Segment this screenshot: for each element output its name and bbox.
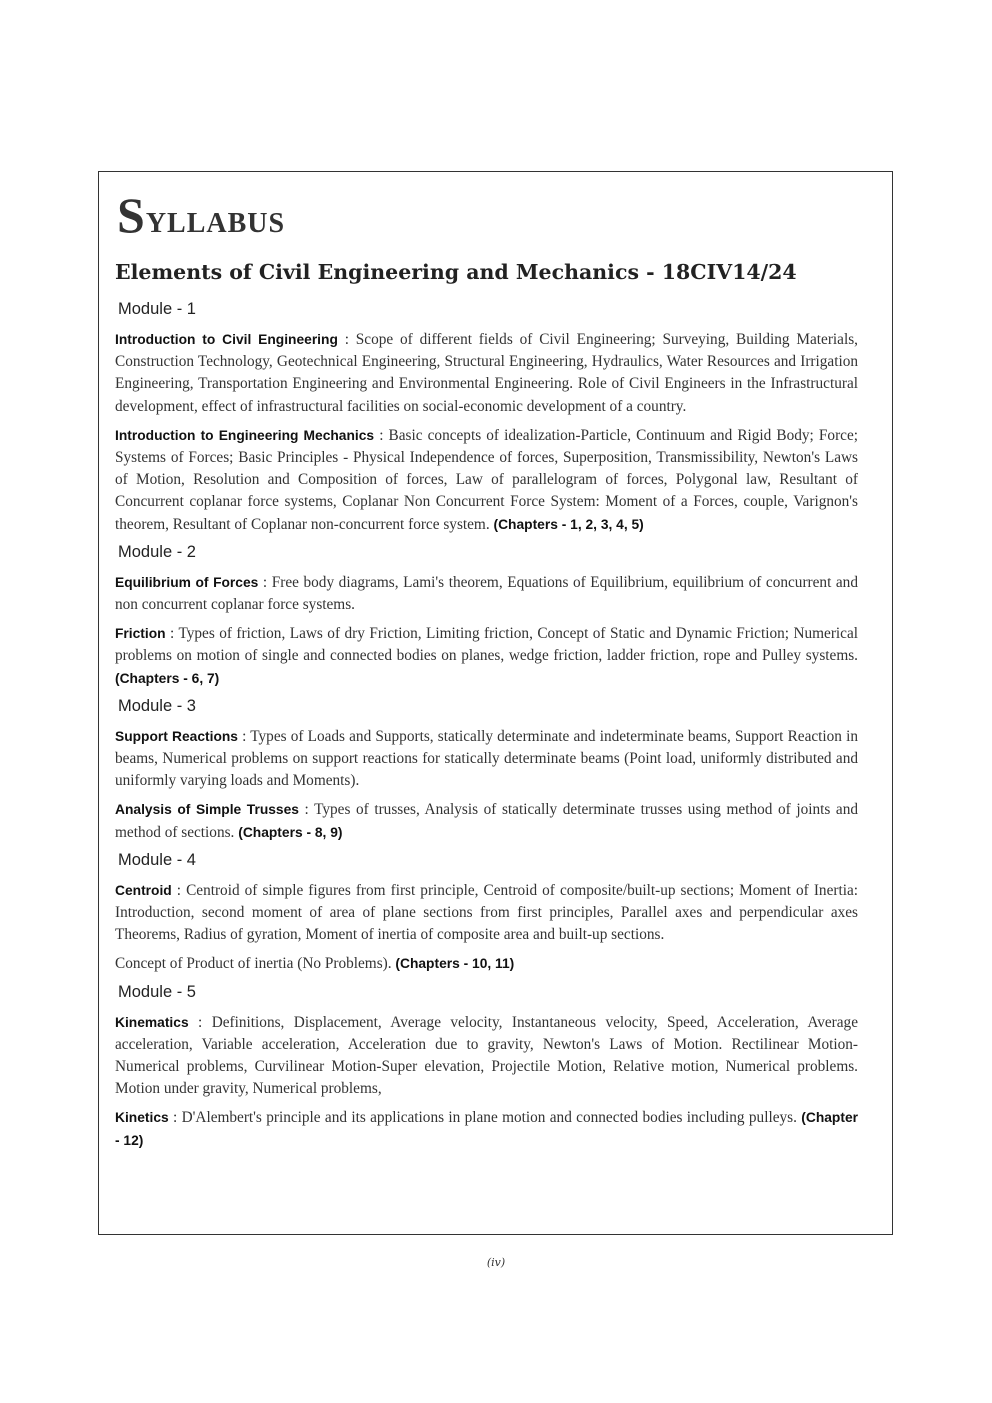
topic-paragraph [115, 329, 858, 418]
topic-paragraph [115, 425, 858, 536]
topic-paragraph [115, 572, 858, 616]
topic-paragraph [115, 1107, 858, 1151]
topic-title: Friction [115, 626, 166, 642]
topic-paragraph [115, 1012, 858, 1101]
topic-title: Equilibrium of Forces [115, 574, 259, 590]
topic-description: : Types of friction, Laws of dry Friction, Limiting friction, Concept of Static and Dynamic Friction; Numerical problems on motion of single and connected bodies on planes, wedge friction, ladder friction, rope and Pulley systems. [115, 625, 858, 665]
topic-description: Concept of Product of inertia (No Problems). [115, 955, 396, 973]
topic-description: : Types of trusses, Analysis of statically determinate trusses using method of joints and method of sections. [115, 801, 858, 841]
topic-title: Introduction to Civil Engineering [115, 332, 338, 347]
chapter-reference: (Chapters - 1, 2, 3, 4, 5) [493, 516, 644, 532]
module-heading: Module - 2 [118, 542, 196, 561]
page-title [117, 186, 285, 244]
topic-paragraph [115, 726, 858, 793]
topic-description: : Basic concepts of idealization-Particle, Continuum and Rigid Body; Force; Systems of Forces; Basic Principles - Physical Independence of forces, Superposition, Transmissibility, Newton's Laws of Motion, Resolution and Composition of forces, Law of parallelogram of forces, Polygonal law, Resultant of Concurrent coplanar force systems, Coplanar Non Concurrent Force System: Moment of a Forces, couple, Varignon's theorem, Resultant of Coplanar non-concurrent force system. [115, 426, 858, 533]
syllabus-content [115, 300, 858, 1159]
topic-description: : Scope of different fields of Civil Engineering; Surveying, Building Materials, Construction Technology, Geotechnical Engineering, Structural Engineering, Hydraulics, Water Resources and Irrigation Engineering, Transportation Engineering and Environmental Engineering. Role of Civil Engineers in the Infrastructural development, effect of infrastructural facilities on social-economic development of a country. [115, 331, 858, 415]
chapter-reference: (Chapters - 10, 11) [395, 956, 515, 972]
page-number: (iv) [486, 1256, 506, 1269]
module-heading: Module - 3 [118, 696, 196, 715]
module-heading: Module - 4 [118, 850, 196, 869]
module-heading: Module - 5 [118, 982, 196, 1001]
chapter-reference: (Chapters - 8, 9) [238, 824, 343, 840]
topic-paragraph [115, 953, 858, 975]
topic-paragraph [115, 623, 858, 690]
chapter-reference: (Chapter - 12) [115, 1110, 858, 1148]
topic-paragraph [115, 799, 858, 843]
topic-title: Introduction to Engineering Mechanics [115, 427, 375, 443]
title-initial: S [117, 187, 146, 243]
topic-title: Support Reactions [115, 728, 238, 744]
topic-description: : Types of Loads and Supports, statically determinate and indeterminate beams, Support Reaction in beams, Numerical problems on support reactions for statically determinate beams (Point load, uniformly distributed and uniformly varying loads and Moments). [115, 727, 858, 790]
chapter-reference: (Chapters - 6, 7) [115, 670, 220, 686]
topic-title: Centroid [115, 882, 172, 898]
topic-description: : Free body diagrams, Lami's theorem, Equations of Equilibrium, equilibrium of concurrent and non concurrent coplanar force systems. [115, 573, 858, 614]
topic-title: Analysis of Simple Trusses [115, 802, 299, 818]
topic-title: Kinetics [115, 1110, 169, 1126]
course-title: Elements of Civil Engineering and Mechanics - 18CIV14/24 [115, 260, 797, 284]
title-rest: yllabus [145, 196, 286, 241]
topic-description: : Definitions, Displacement, Average velocity, Instantaneous velocity, Speed, Acceleration, Average acceleration, Variable acceleration, Acceleration due to gravity, Newton's Laws of Motion. Rectilinear Motion-Numerical problems, Curvilinear Motion-Super elevation, Projectile Motion, Relative motion, Numerical problems. Motion under gravity, Numerical problems, [115, 1013, 858, 1098]
topic-description: : Centroid of simple figures from first principle, Centroid of composite/built-up sections; Moment of Inertia: Introduction, second moment of area of plane sections from first principles, Parallel axes and perpendicular axes Theorems, Radius of gyration, Moment of inertia of composite area and built-up sections. [115, 881, 858, 944]
module-heading: Module - 1 [118, 300, 196, 318]
syllabus-frame [98, 171, 893, 1235]
topic-paragraph [115, 880, 858, 947]
topic-description: : D'Alembert's principle and its applications in plane motion and connected bodies including pulleys. [168, 1109, 802, 1127]
topic-title: Kinematics [115, 1014, 189, 1030]
